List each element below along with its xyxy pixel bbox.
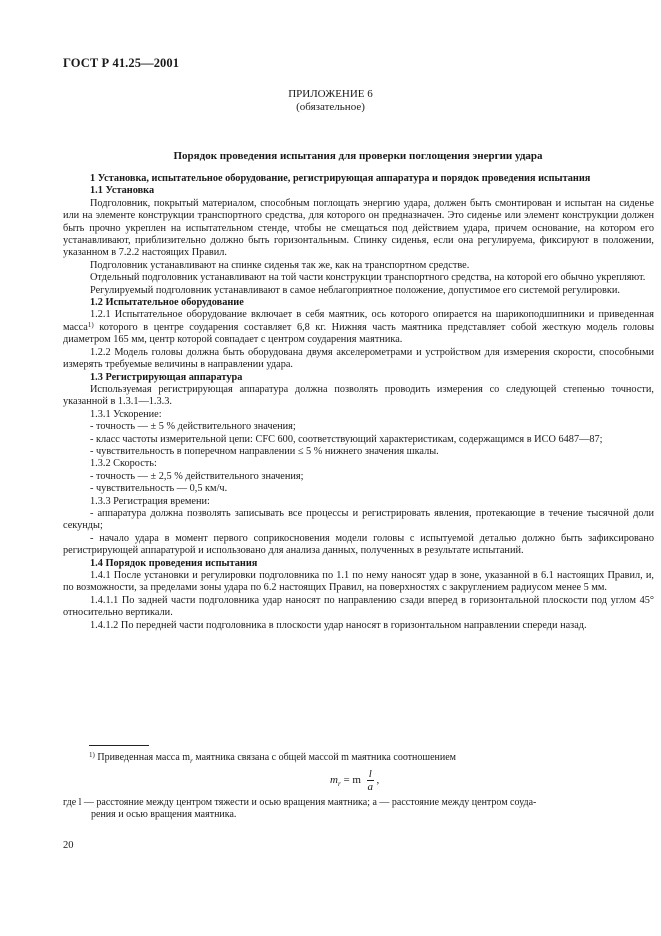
formula-fraction [367, 768, 374, 793]
formula-eq: = m [340, 774, 361, 787]
paragraph: 1.3.1 Ускорение: [90, 408, 162, 420]
list-item: - начало удара в момент первого соприкосновения модели головы с испытуемой деталью должно быть зафиксировано регистрирующей аппаратурой и использовано для анализа данных, полученных в результате испытаний. [63, 532, 654, 557]
formula-lhs-sub: r [337, 780, 341, 789]
appendix-title: ПРИЛОЖЕНИЕ 6 [288, 88, 373, 100]
paragraph: 1.3.2 Скорость: [90, 458, 157, 470]
footnote-mark: 1) [89, 751, 95, 759]
main-heading: Порядок проведения испытания для проверки поглощения энергии удара [173, 150, 543, 162]
list-item: - точность — ± 2,5 % действительного значения; [90, 470, 304, 482]
paragraph: Отдельный подголовник устанавливают на той части конструкции транспортного средства, на которой его обычно укрепляют. [90, 272, 646, 284]
paragraph: 1.3.3 Регистрация времени: [90, 495, 210, 507]
text-part: которого в центре соударения составляет 6,8 кг. Нижняя часть маятника представляет собой жесткую модель головы диаметром 165 мм, центр которой совпадает с центром соударения маятника. [63, 321, 654, 346]
explanation-line: рения и осью вращения маятника. [91, 809, 237, 821]
subsection-heading: 1.2 Испытательное оборудование [90, 297, 244, 309]
paragraph: 1.2.2 Модель головы должна быть оборудована двумя акселерометрами и устройством для измерения скорости, способными измерять требуемые величины в направлении удара. [63, 346, 654, 371]
paragraph: Регулируемый подголовник устанавливают в самое неблагоприятное положение, допустимое его системой регулировки. [90, 284, 620, 296]
paragraph: 1.4.1 После установки и регулировки подголовника по 1.1 по нему наносят удар в зоне, указанной в 6.1 настоящих Правил, и, по возможности, за пределами зоны удара по 6.2 настоящих Правил, на поверхностях с закруглением радиусом менее 5 мм. [63, 570, 654, 594]
formula-tail: , [373, 774, 380, 787]
explanation-line: где l — расстояние между центром тяжести и осью вращения маятника; a — расстояние между центром соуда- [63, 797, 537, 808]
paragraph: Используемая регистрирующая аппаратура должна позволять проводить измерения со следующей степенью точности, указанной в 1.3.1—1.3.3. [63, 383, 654, 408]
section-heading: 1 Установка, испытательное оборудование, регистрирующая аппаратура и порядок проведения испытания [90, 173, 591, 184]
text-part: 1.2.1 Испытательное оборудование включает в себя маятник, ось которого опирается на шарикоподшипники и приведенная масса [63, 309, 654, 333]
list-item: - точность — ± 5 % действительного значения; [90, 421, 296, 433]
document-body [63, 173, 654, 632]
formula-lhs: m [330, 774, 338, 787]
appendix-subtitle: (обязательное) [296, 101, 365, 113]
subsection-heading: 1.4 Порядок проведения испытания [90, 557, 258, 569]
paragraph: 1.4.1.2 По передней части подголовника в плоскости удар наносят в горизонтальном направлении спереди назад. [90, 619, 587, 631]
footnote-ref: 1) [87, 320, 94, 329]
list-item: - чувствительность — 0,5 км/ч. [90, 483, 228, 495]
footnote-divider [89, 745, 149, 746]
subsection-heading: 1.3 Регистрирующая аппаратура [90, 371, 243, 383]
standard-code: ГОСТ Р 41.25—2001 [63, 56, 180, 70]
formula [330, 768, 379, 793]
formula-denominator: a [367, 781, 373, 793]
subsection-heading: 1.1 Установка [90, 185, 155, 197]
paragraph: 1.4.1.1 По задней части подголовника удар наносят по направлению сзади вперед в горизонтальной плоскости под углом 45° относительно вертикали. [63, 594, 654, 619]
formula-numerator: l [368, 768, 372, 780]
list-item: - класс частоты измерительной цепи: CFC 600, соответствующий характеристикам, содержащимся в ИСО 6487—87; [90, 433, 603, 445]
page-number: 20 [63, 840, 74, 851]
footnote-text: Приведенная масса m [94, 752, 191, 763]
paragraph: Подголовник, покрытый материалом, способным поглощать энергию удара, должен быть смонтирован и испытан на сиденье или на элементе конструкции транспортного средства, для которого он предназначен. Это сиденье или элемент конструкции должен быть прочно укреплен на испытательном стенде, чтобы не смещаться под действием удара, причем основание, на котором его устанавливают, приблизительно должно быть горизонтальным. Спинку сиденья, если она регулируема, фиксируют в положении, указанном в 7.2.2 настоящих Правил. [63, 197, 654, 259]
footnote-sub: r [190, 757, 193, 765]
footnote [89, 752, 456, 765]
formula-explanation [63, 797, 654, 822]
footnote-text: маятника связана с общей массой m маятника соотношением [192, 752, 457, 763]
list-item: - чувствительность в поперечном направлении ≤ 5 % нижнего значения шкалы. [90, 445, 439, 457]
list-item: - аппаратура должна позволять записывать все процессы и регистрировать явления, протекающие в течение тысячной доли секунды; [63, 507, 654, 532]
paragraph [63, 309, 654, 346]
paragraph: Подголовник устанавливают на спинке сиденья так же, как на транспортном средстве. [90, 259, 470, 271]
